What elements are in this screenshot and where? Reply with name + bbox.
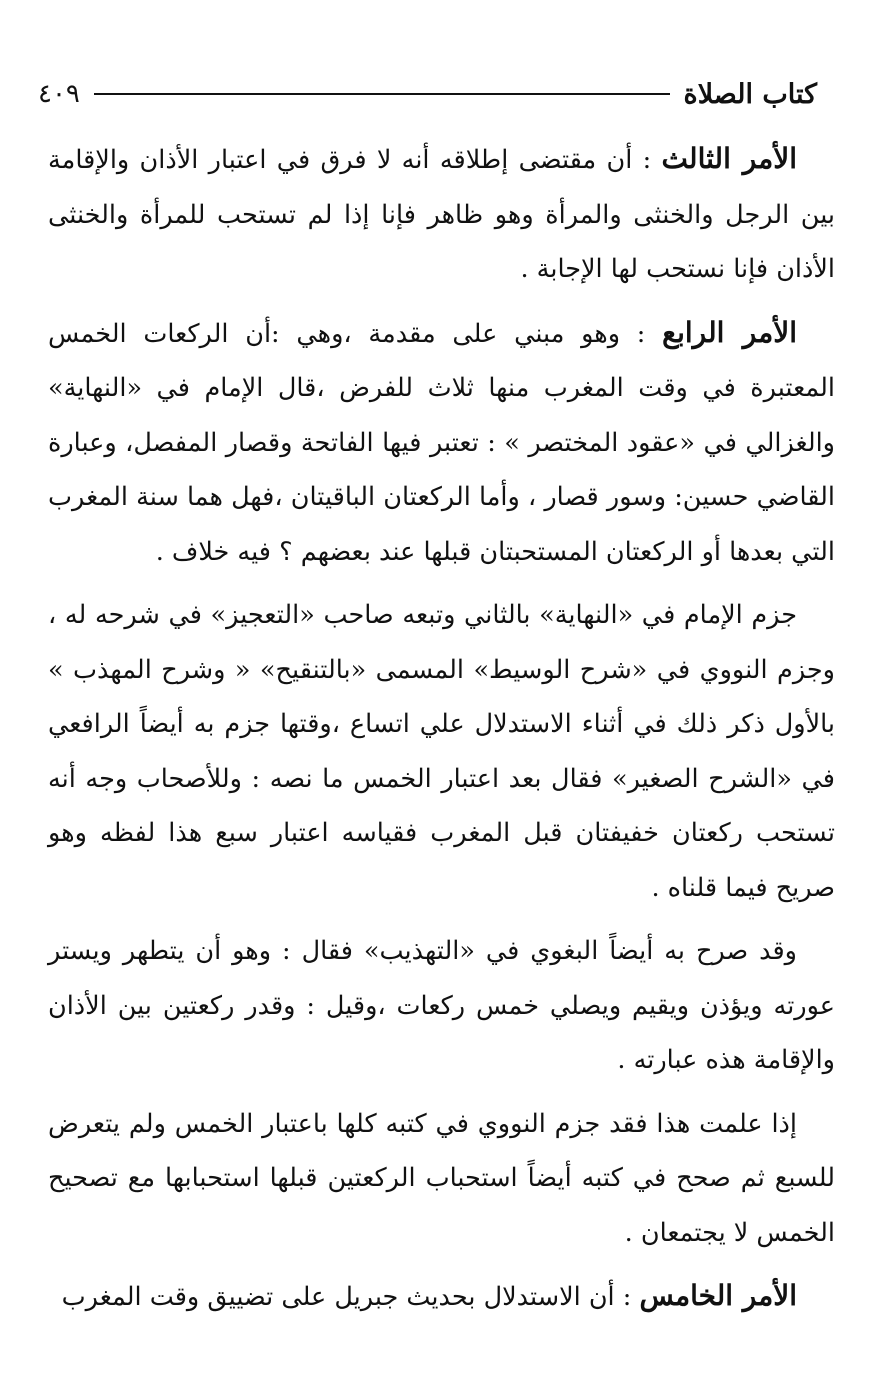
paragraph-text: : أن الاستدلال بحديث جبريل على تضييق وقت المغرب <box>61 1282 640 1312</box>
paragraph-lead: الأمر الثالث <box>661 142 798 175</box>
paragraph-text: : أن مقتضى إطلاقه أنه لا فرق في اعتبار الأذان والإقامة بين الرجل والخنثى والمرأة وهو ظاهر فإنا إذا لم تستحب للمرأة والخنثى الأذان فإنا نستحب لها الإجابة . <box>48 145 835 284</box>
paragraph-third-matter <box>48 132 835 297</box>
paragraph-nawawi <box>48 1097 835 1261</box>
header-rule <box>94 93 670 95</box>
page-header <box>38 72 817 116</box>
paragraph-fourth-matter <box>48 306 835 580</box>
running-title: كتاب الصلاة <box>683 78 817 110</box>
paragraph-text: جزم الإمام في «النهاية» بالثاني وتبعه صاحب «التعجيز» في شرحه له ، وجزم النووي في «شرح الوسيط» المسمى «بالتنقيح» « وشرح المهذب » بالأول ذكر ذلك في أثناء الاستدلال علي اتساع ،وقتها جزم به أيضاً الرافعي في «الشرح الصغير» فقال بعد اعتبار الخمس ما نصه : وللأصحاب وجه أنه تستحب ركعتان خفيفتان قبل المغرب فقياسه اعتبار سبع هذا لفظه وهو صريح فيما قلناه . <box>48 600 835 903</box>
paragraph-baghawi <box>48 924 835 1088</box>
page-number: ٤٠٩ <box>38 79 80 109</box>
paragraph-text: وقد صرح به أيضاً البغوي في «التهذيب» فقال : وهو أن يتطهر ويستر عورته ويؤذن ويقيم ويصلي خمس ركعات ،وقيل : وقدر ركعتين بين الأذان والإقامة هذه عبارته . <box>48 936 835 1075</box>
paragraph-lead: الأمر الرابع <box>662 315 797 349</box>
paragraph-lead: الأمر الخامس <box>639 1279 797 1312</box>
paragraph-text: إذا علمت هذا فقد جزم النووي في كتبه كلها باعتبار الخمس ولم يتعرض للسبع ثم صحح في كتبه أيضاً استحباب الركعتين قبلها استحبابها مع تصحيح الخمس لا يجتمعان . <box>48 1108 835 1248</box>
paragraph-text: : وهو مبني على مقدمة ،وهي :أن الركعات الخمس المعتبرة في وقت المغرب منها ثلاث للفرض ،قال الإمام في «النهاية» والغزالي في «عقود المختصر » : تعتبر فيها الفاتحة وقصار المفصل، وعبارة القاضي حسين: وسور قصار ، وأما الركعتان الباقيتان ،فهل هما سنة المغرب التي بعدها أو الركعتان المستحبتان قبلها عند بعضهم ؟ فيه خلاف . <box>48 318 835 567</box>
paragraph-imam-ruling <box>48 588 835 915</box>
page-body <box>48 132 835 1334</box>
paragraph-fifth-matter <box>48 1269 835 1325</box>
